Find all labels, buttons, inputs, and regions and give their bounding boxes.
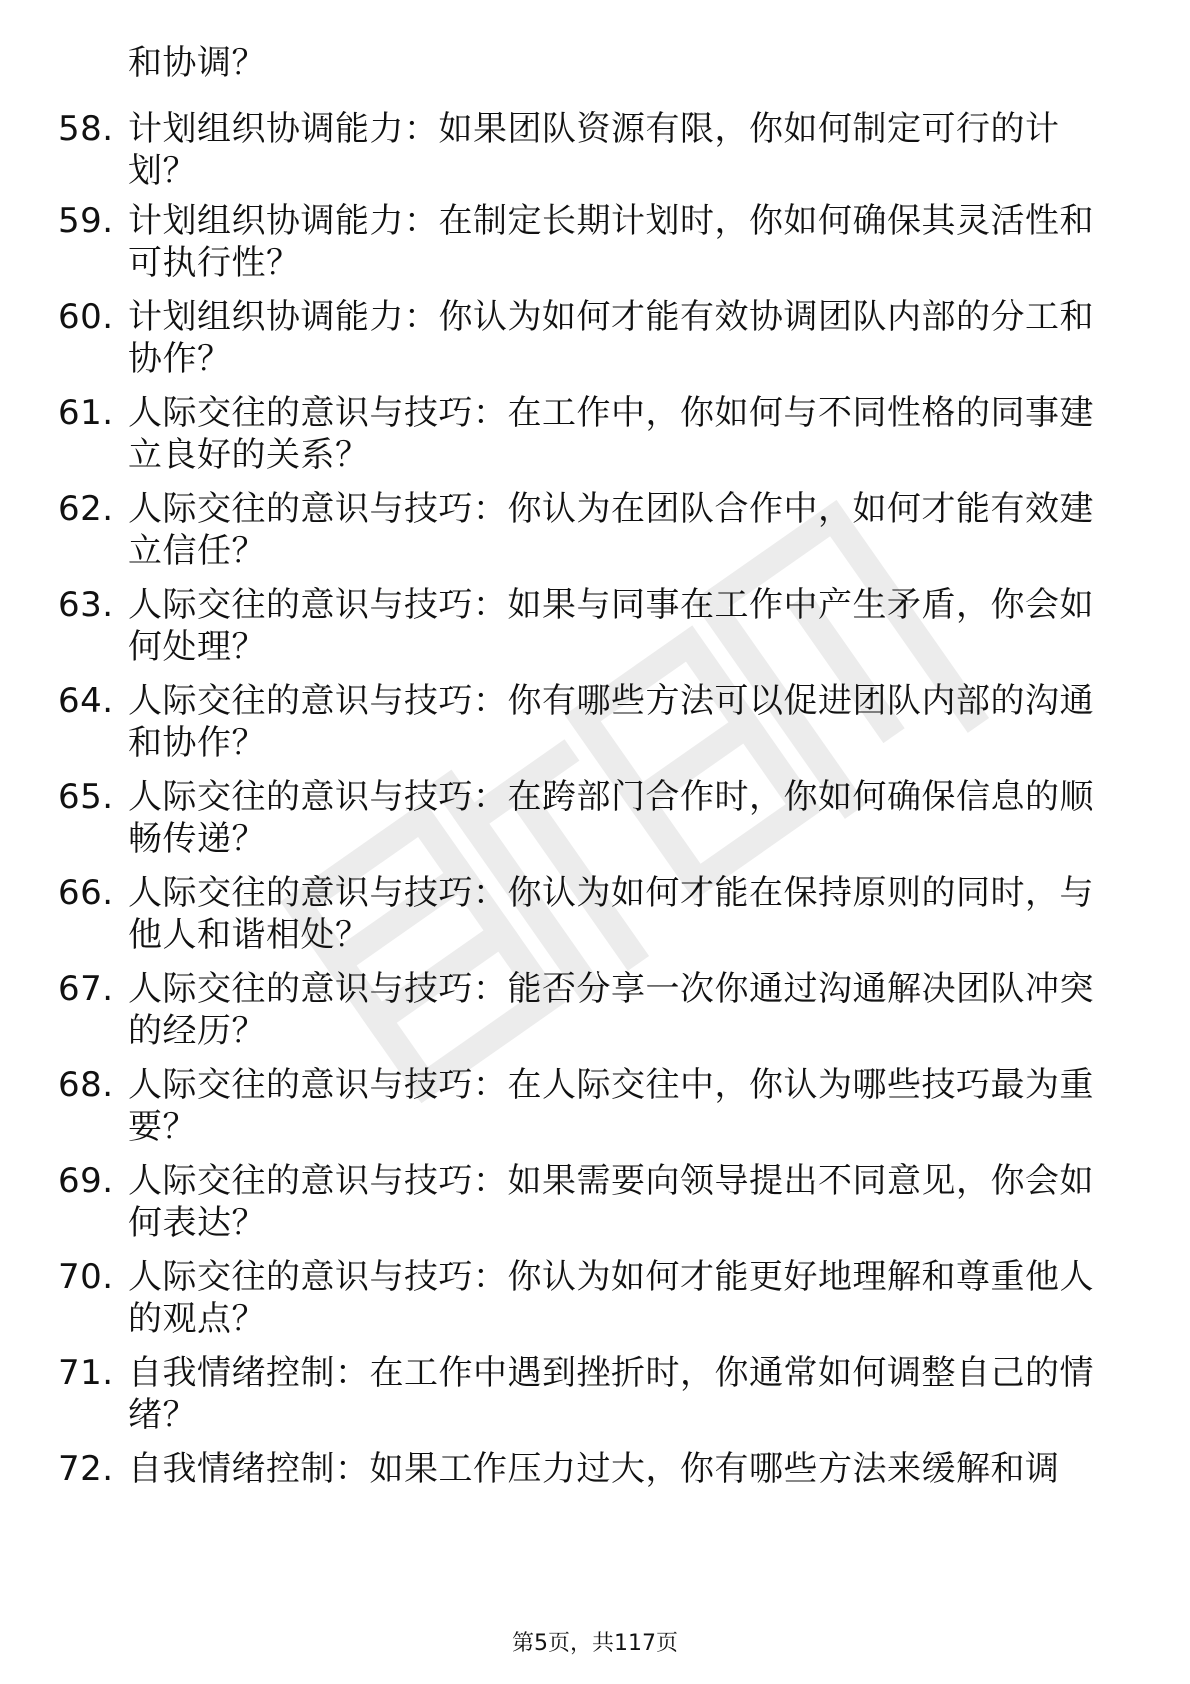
question-text-line: 人际交往的意识与技巧：如果需要向领导提出不同意见，你会如: [128, 1161, 1094, 1201]
question-text-line: 畅传递？: [128, 819, 266, 859]
question-text-line: 人际交往的意识与技巧：你有哪些方法可以促进团队内部的沟通: [128, 681, 1094, 721]
question-text-line: 人际交往的意识与技巧：你认为在团队合作中，如何才能有效建: [128, 489, 1094, 529]
question-text-line: 的观点？: [128, 1299, 266, 1339]
question-text-line: 人际交往的意识与技巧：你认为如何才能在保持原则的同时，与: [128, 873, 1094, 913]
question-text-line: 人际交往的意识与技巧：能否分享一次你通过沟通解决团队冲突: [128, 969, 1094, 1009]
question-text-line: 和协调？: [128, 43, 266, 83]
question-number: 72.: [58, 1449, 114, 1489]
question-number: 67.: [58, 969, 114, 1009]
question-text-line: 人际交往的意识与技巧：你认为如何才能更好地理解和尊重他人: [128, 1257, 1094, 1297]
question-number: 71.: [58, 1353, 114, 1393]
question-text-line: 立良好的关系？: [128, 435, 370, 475]
question-number: 65.: [58, 777, 114, 817]
question-text-line: 人际交往的意识与技巧：在跨部门合作时，你如何确保信息的顺: [128, 777, 1094, 817]
question-text-line: 他人和谐相处？: [128, 915, 370, 955]
question-text-line: 人际交往的意识与技巧：在人际交往中，你认为哪些技巧最为重: [128, 1065, 1094, 1105]
question-number: 66.: [58, 873, 114, 913]
question-text-line: 绪？: [128, 1395, 197, 1435]
question-number: 68.: [58, 1065, 114, 1105]
question-text-line: 的经历？: [128, 1011, 266, 1051]
question-text-line: 划？: [128, 151, 197, 191]
question-text-line: 计划组织协调能力：如果团队资源有限，你如何制定可行的计: [128, 109, 1060, 149]
question-number: 59.: [58, 201, 114, 241]
question-text-line: 自我情绪控制：在工作中遇到挫折时，你通常如何调整自己的情: [128, 1353, 1094, 1393]
question-text-line: 计划组织协调能力：在制定长期计划时，你如何确保其灵活性和: [128, 201, 1094, 241]
question-text-line: 人际交往的意识与技巧：如果与同事在工作中产生矛盾，你会如: [128, 585, 1094, 625]
question-text-line: 自我情绪控制：如果工作压力过大，你有哪些方法来缓解和调: [128, 1449, 1060, 1489]
question-number: 64.: [58, 681, 114, 721]
question-number: 70.: [58, 1257, 114, 1297]
question-text-line: 人际交往的意识与技巧：在工作中，你如何与不同性格的同事建: [128, 393, 1094, 433]
question-number: 61.: [58, 393, 114, 433]
question-number: 63.: [58, 585, 114, 625]
question-number: 60.: [58, 297, 114, 337]
question-text-line: 何表达？: [128, 1203, 266, 1243]
page-footer: 第5页，共117页: [512, 1631, 678, 1656]
question-text-line: 立信任？: [128, 531, 266, 571]
question-number: 58.: [58, 109, 114, 149]
question-text-line: 可执行性？: [128, 243, 301, 283]
question-text-line: 何处理？: [128, 627, 266, 667]
question-text-line: 计划组织协调能力：你认为如何才能有效协调团队内部的分工和: [128, 297, 1094, 337]
question-text-line: 协作？: [128, 339, 232, 379]
question-text-line: 要？: [128, 1107, 197, 1147]
question-number: 62.: [58, 489, 114, 529]
question-text-line: 和协作？: [128, 723, 266, 763]
question-number: 69.: [58, 1161, 114, 1201]
